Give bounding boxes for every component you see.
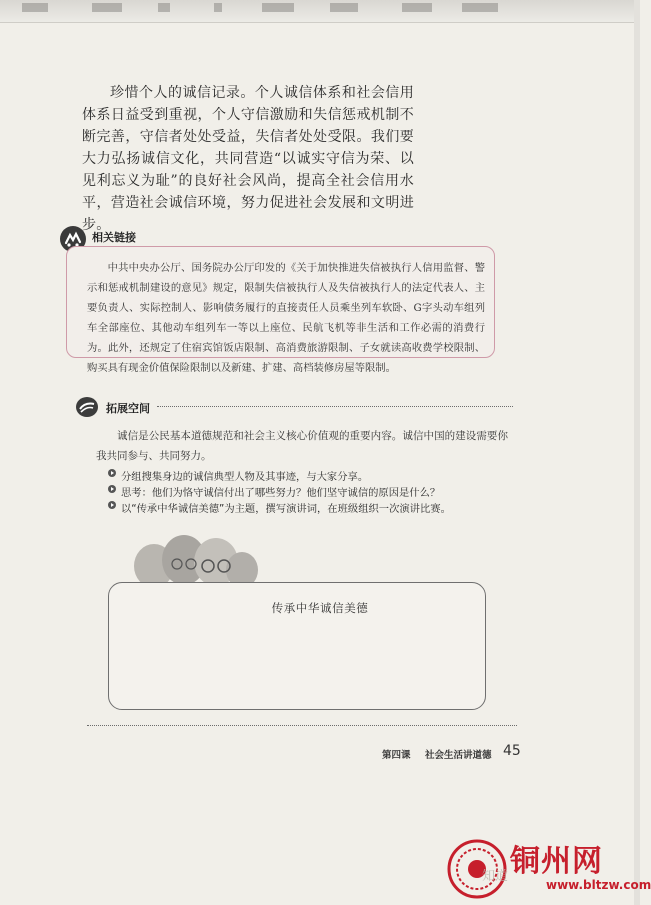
watermark-brand: 铜州网 — [510, 844, 603, 879]
footer-lesson: 第四课 — [382, 750, 411, 761]
page-edge — [634, 0, 640, 905]
main-paragraph: 珍惜个人的诚信记录。个人诚信体系和社会信用体系日益受到重视，个人守信激励和失信惩戒机制不断完善，守信者处处受益，失信者处处受限。我们要大力弘扬诚信文化，共同营造“以诚实守信为荣、以见利忘义为耻”的良好社会风尚，提高全社会信用水平，营造社会诚信环境，努力促进社会发展和文明进步。 — [82, 85, 414, 233]
extension-title: 拓展空间 — [106, 402, 150, 415]
extension-divider — [157, 406, 513, 407]
page-number: 45 — [503, 743, 521, 759]
watermark-url: www.bltzw.com — [546, 878, 651, 892]
bottom-divider — [87, 725, 517, 726]
students-illustration — [124, 528, 264, 588]
task-text: 思考：他们为恪守诚信付出了哪些努力？他们坚守诚信的原因是什么？ — [121, 487, 441, 499]
task-text: 分组搜集身边的诚信典型人物及其事迹，与大家分享。 — [121, 471, 369, 483]
extension-intro: 诚信是公民基本道德规范和社会主义核心价值观的重要内容。诚信中国的建设需要你我共同参与、共同努力。 — [96, 430, 508, 462]
task-item — [121, 468, 368, 483]
bullet-triangle-icon — [108, 501, 116, 509]
bullet-triangle-icon — [108, 485, 116, 493]
related-link-text: 中共中央办公厅、国务院办公厅印发的《关于加快推进失信被执行人信用监督、警示和惩戒机制建设的意见》规定，限制失信被执行人及失信被执行人的法定代表人、主要负责人、实际控制人、影响债务履行的直接责任人员乘坐列车软卧、G字头动车组列车全部座位、其他动车组列车一等以上座位、民航飞机等非生活和工作必需的消费行为。此外，还规定了住宿宾馆饭店限制、高消费旅游限制、子女就读高收费学校限制、购买具有现金价值保险限制以及新建、扩建、高档装修房屋等限制。 — [87, 262, 485, 374]
watermark-faint-text: 知道 — [482, 869, 509, 884]
extension-icon — [75, 396, 99, 418]
speech-title: 传承中华诚信美德 — [271, 601, 369, 615]
task-text: 以“传承中华诚信美德”为主题，撰写演讲词，在班级组织一次演讲比赛。 — [121, 503, 451, 515]
footer-chapter: 社会生活讲道德 — [425, 750, 492, 761]
bullet-triangle-icon — [108, 469, 116, 477]
task-item — [121, 500, 451, 515]
top-scan-strip — [0, 0, 640, 23]
task-item — [121, 484, 440, 499]
related-link-title: 相关链接 — [92, 231, 136, 244]
